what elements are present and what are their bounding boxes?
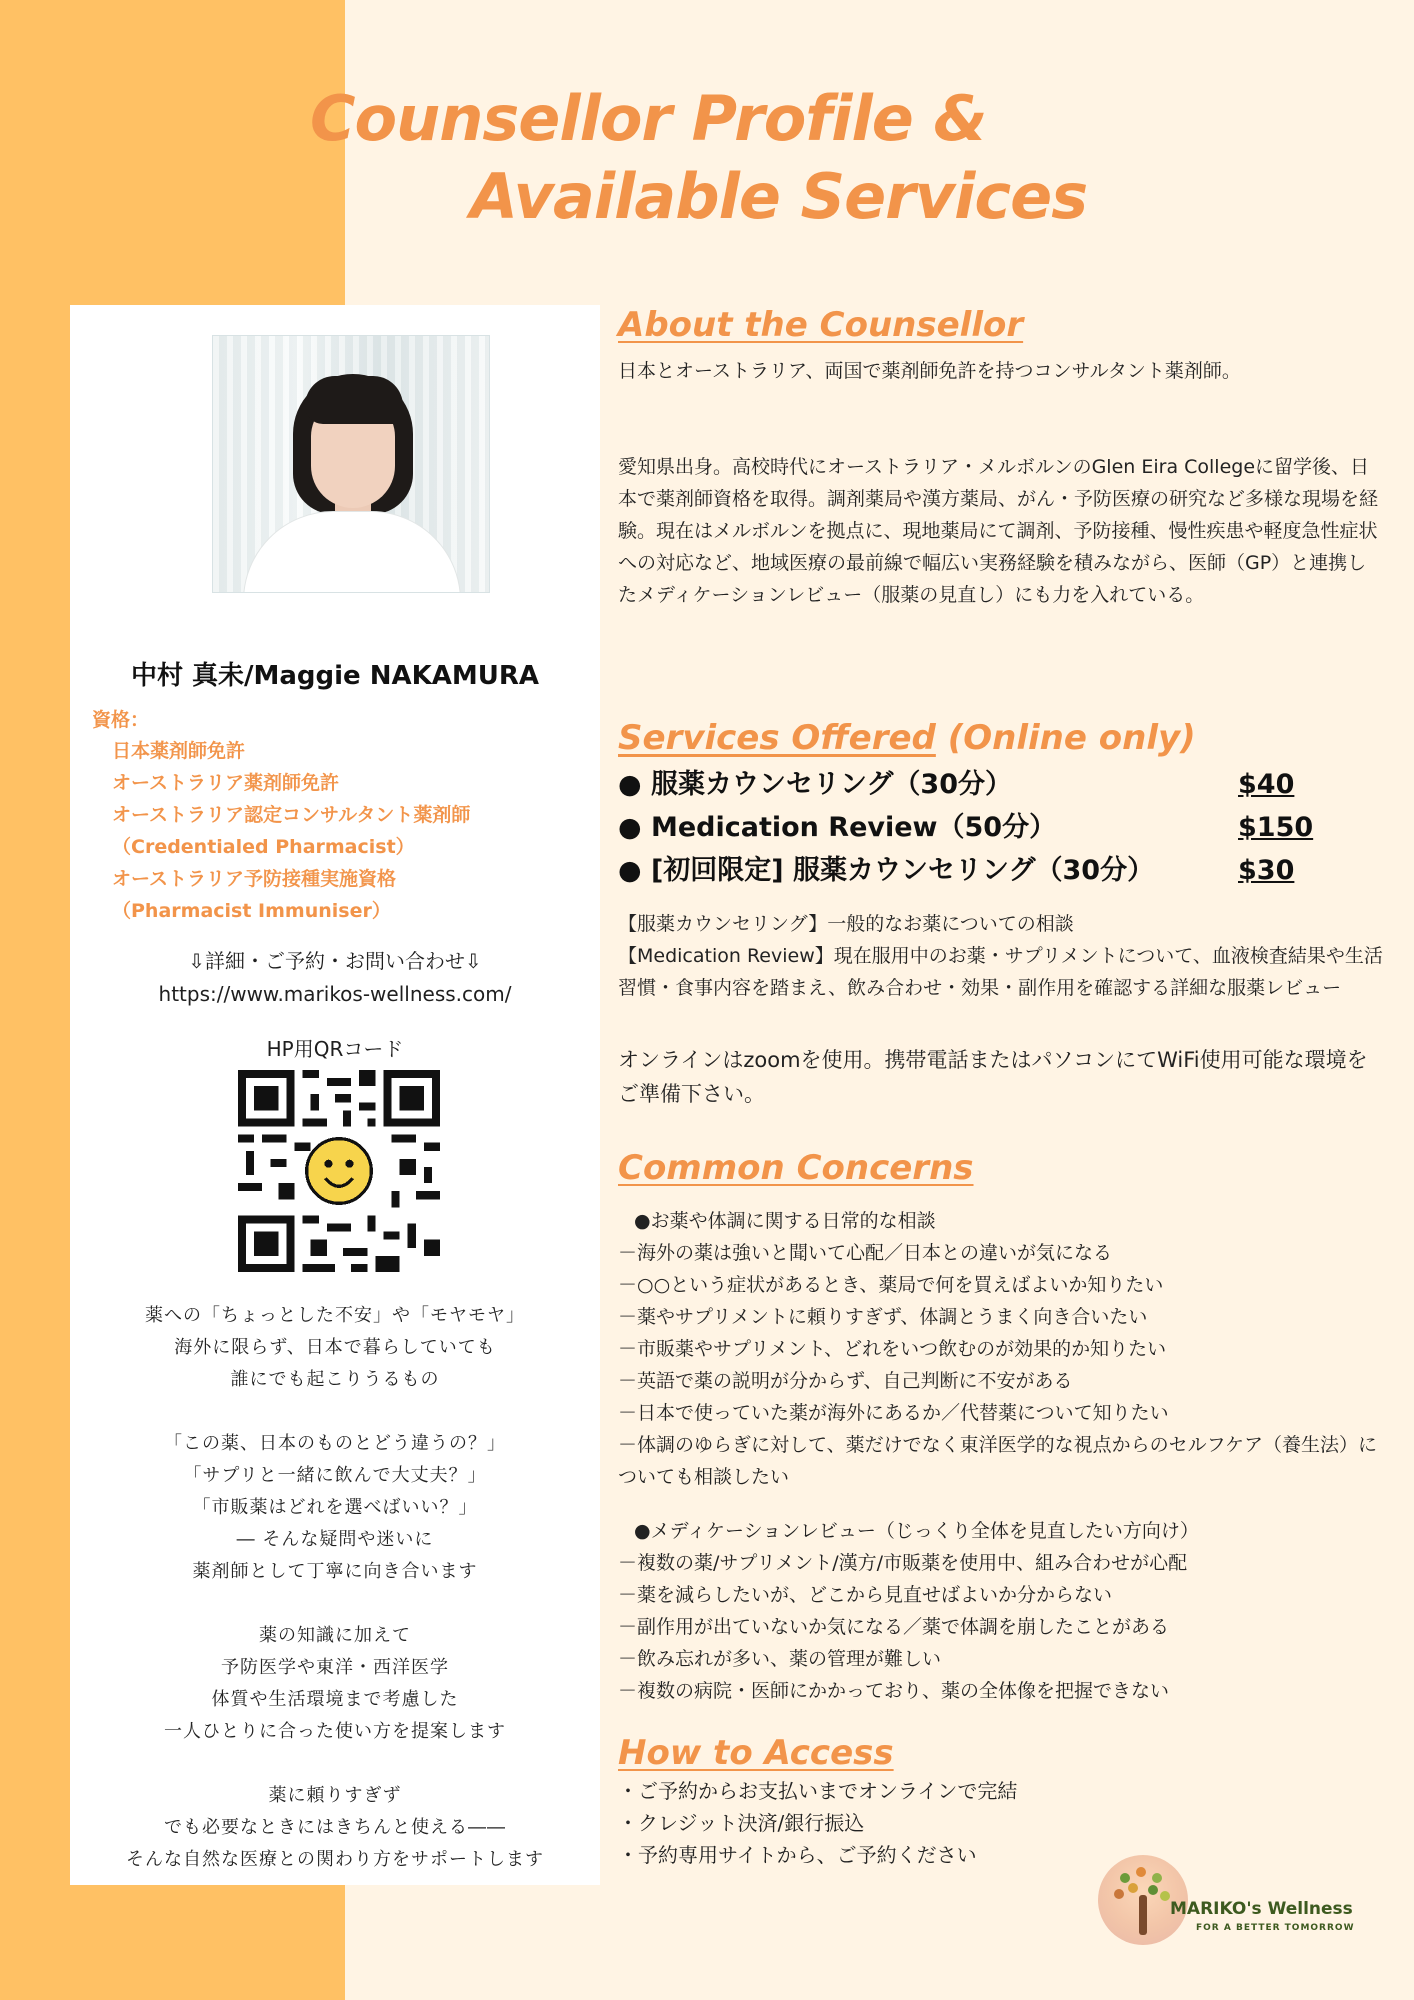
service-label: ● Medication Review（50分） [618,812,1057,843]
about-heading: About the Counsellor [618,305,1024,345]
online-note: オンラインはzoomを使用。携帯電話またはパソコンにてWiFi使用可能な環境をご準備下さい。 [618,1048,1368,1106]
access-item: ・クレジット決済/銀行振込 [618,1811,865,1835]
tagline-line: 予防医学や東洋・西洋医学 [221,1657,449,1678]
concern-item: －体調のゆらぎに対して、薬だけでなく東洋医学的な視点からのセルフケア（養生法）についても相談したい [618,1434,1378,1488]
concern-item: －日本で使っていた薬が海外にあるか／代替薬について知りたい [618,1402,1169,1424]
website-link[interactable]: https://www.marikos-wellness.com/ [158,982,512,1006]
qr-label: HP用QRコード [266,1037,404,1061]
concerns-heading: Common Concerns [618,1148,974,1188]
tagline-line: 薬への「ちょっとした不安」や「モヤモヤ」 [145,1305,525,1326]
contact-info [70,945,600,1011]
tagline-line: 誰にでも起こりうるもの [230,1369,440,1390]
service-description: 【服薬カウンセリング】一般的なお薬についての相談 [618,913,1074,935]
qualification-item: オーストラリア認定コンサルタント薬剤師 [112,804,471,826]
concern-item: －薬を減らしたいが、どこから見直せばよいか分からない [618,1584,1113,1606]
concern-item: －飲み忘れが多い、薬の管理が難しい [618,1648,942,1670]
qualification-item: 日本薬剤師免許 [112,740,246,762]
concern-group-title: ●お薬や体調に関する日常的な相談 [634,1210,936,1232]
service-description: 【Medication Review】現在服用中のお薬・サプリメントについて、血液検査結果や生活習慣・食事内容を踏まえ、飲み合わせ・効果・副作用を確認する詳細な服薬レビュー [618,945,1383,999]
concern-item: －市販薬やサプリメント、どれをいつ飲むのが効果的か知りたい [618,1338,1167,1360]
tagline-line: 薬剤師として丁寧に向き合います [192,1561,478,1582]
service-label: ● 服薬カウンセリング（30分） [618,769,1012,800]
tagline-line: 薬に頼りすぎず [268,1785,402,1806]
services-heading-suffix: (Online only) [935,718,1196,758]
services-heading [618,718,1196,758]
service-price: $150 [1238,812,1314,843]
title-line-2: Available Services [470,160,1088,233]
concern-item: －複数の薬/サプリメント/漢方/市販薬を使用中、組み合わせが心配 [618,1552,1188,1574]
concern-group-title: ●メディケーションレビュー（じっくり全体を見直したい方向け） [634,1520,1199,1542]
brand-tagline: FOR A BETTER TOMORROW [1196,1923,1355,1933]
services-list [618,763,1318,892]
profile-card [70,305,600,1885]
concern-item: －副作用が出ていないか気になる／薬で体調を崩したことがある [618,1616,1170,1638]
brand-logo [1098,1855,1368,1955]
service-item [618,763,1318,806]
brand-name: MARIKO's Wellness [1170,1899,1353,1919]
tagline-line: 体質や生活環境まで考慮した [211,1689,459,1710]
concern-item: －海外の薬は強いと聞いて心配／日本との違いが気になる [618,1242,1113,1264]
title-line-1: Counsellor Profile & [310,82,987,155]
tagline-line [70,1396,600,1428]
about-paragraph-1: 日本とオーストラリア、両国で薬剤師免許を持つコンサルタント薬剤師。 [618,360,1241,382]
tagline-line: 薬の知識に加えて [259,1625,411,1646]
service-label: ● [初回限定] 服薬カウンセリング（30分） [618,855,1155,886]
qualification-item: （Credentialed Pharmacist） [112,836,415,858]
tagline-line: 海外に限らず、日本で暮らしていても [174,1337,496,1358]
counsellor-photo [212,335,490,593]
service-descriptions [618,908,1388,1004]
tagline-line: 「市販薬はどれを選べばいい？」 [192,1497,478,1518]
qualifications-title: 資格： [92,709,150,731]
access-heading: How to Access [618,1733,894,1773]
qualifications-list [112,735,470,927]
tagline-line: 一人ひとりに合った使い方を提案します [164,1721,506,1742]
tagline [70,1300,600,1876]
tagline-line: ― そんな疑問や迷いに [236,1529,434,1550]
contact-heading: ⇩詳細・ご予約・お問い合わせ⇩ [188,949,482,973]
service-item [618,849,1318,892]
page-title [310,80,1210,236]
concerns-list [618,1205,1388,1707]
tagline-line: でも必要なときにはきちんと使える―― [164,1817,506,1838]
service-item [618,806,1318,849]
about-paragraph-2: 愛知県出身。高校時代にオーストラリア・メルボルンのGlen Eira Collegeに留学後、日本で薬剤師資格を取得。調剤薬局や漢方薬局、がん・予防医療の研究など多様な現場を経験。現在はメルボルンを拠点に、現地薬局にて調剤、予防接種、慢性疾患や軽度急性症状への対応など、地域医療の最前線で幅広い実務経験を積みながら、医師（GP）と連携したメディケーションレビュー（服薬の見直し）にも力を入れている。 [618,456,1379,606]
qualification-item: オーストラリア予防接種実施資格 [112,868,397,890]
tagline-line: 「サプリと一緒に飲んで大丈夫？」 [183,1465,487,1486]
access-item: ・ご予約からお支払いまでオンラインで完結 [618,1779,1018,1803]
qualification-item: （Pharmacist Immuniser） [112,900,391,922]
service-price: $40 [1238,769,1295,800]
concern-item: －○○という症状があるとき、薬局で何を買えばよいか知りたい [618,1274,1164,1296]
qualification-item: オーストラリア薬剤師免許 [112,772,340,794]
counsellor-name: 中村 真未/Maggie NAKAMURA [130,661,540,691]
services-heading-main: Services Offered [618,718,936,758]
qr-code-icon[interactable] [238,1070,440,1272]
concern-item: －英語で薬の説明が分からず、自己判断に不安がある [618,1370,1073,1392]
tagline-line [70,1748,600,1780]
concern-item: －薬やサプリメントに頼りすぎず、体調とうまく向き合いたい [618,1306,1148,1328]
tagline-line: 「この薬、日本のものとどう違うの？」 [164,1433,506,1454]
service-price: $30 [1238,855,1295,886]
tagline-line [70,1588,600,1620]
tagline-line: そんな自然な医療との関わり方をサポートします [126,1849,544,1870]
concern-item: －複数の病院・医師にかかっており、薬の全体像を把握できない [618,1680,1170,1702]
access-item: ・予約専用サイトから、ご予約ください [618,1843,977,1867]
